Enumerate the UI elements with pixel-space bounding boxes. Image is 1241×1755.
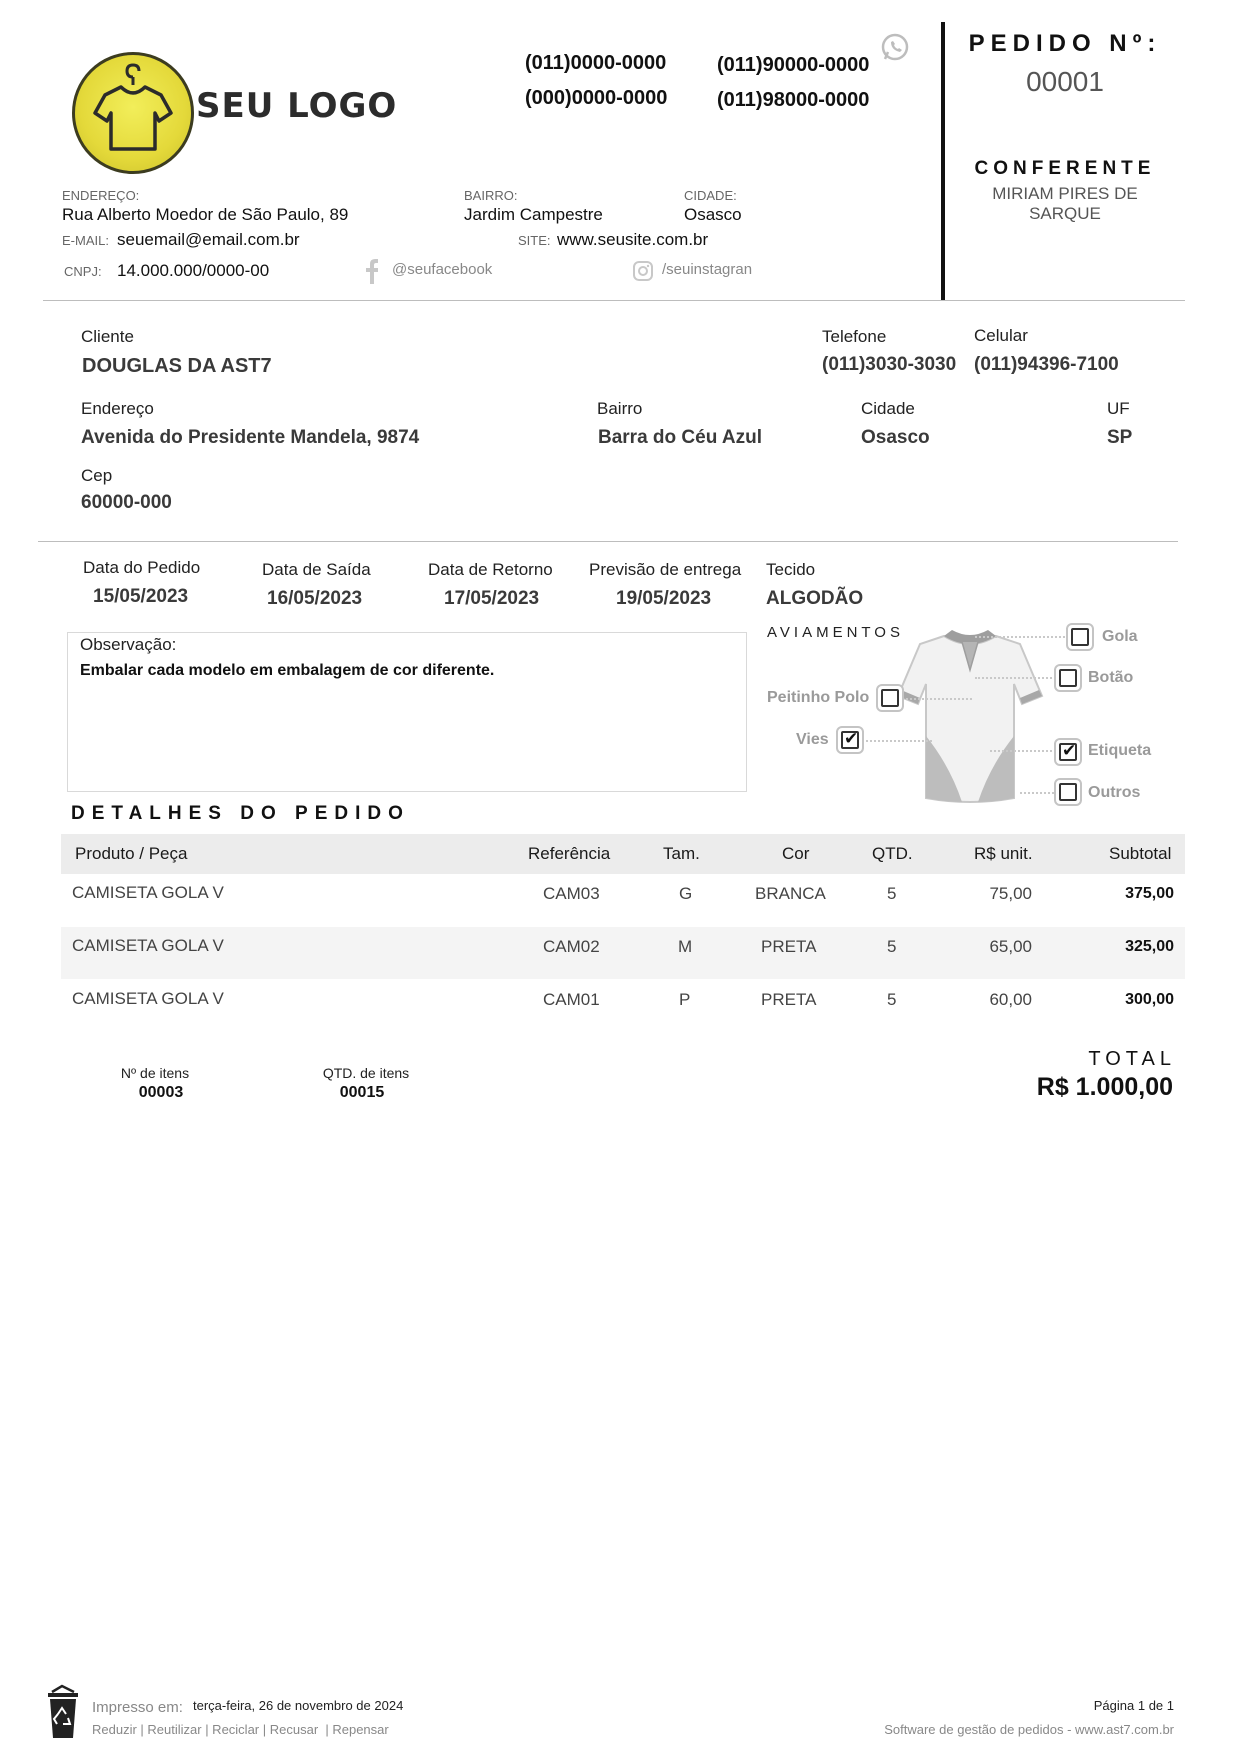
client-name-label: Cliente [81, 327, 134, 346]
company-district-label: BAIRRO: [464, 188, 518, 203]
client-city-label: Cidade [861, 399, 915, 418]
company-email-label: E-MAIL: [62, 233, 109, 248]
vies-checkbox[interactable] [836, 726, 864, 754]
order-number-label: PEDIDO Nº: [968, 30, 1162, 57]
col-ref: Referência [528, 844, 611, 863]
row-size: M [678, 937, 693, 956]
company-address-label: ENDEREÇO: [62, 188, 140, 203]
client-city: Osasco [861, 427, 930, 448]
row-color: BRANCA [755, 884, 826, 903]
company-city-label: CIDADE: [684, 188, 737, 203]
software-credit: Software de gestão de pedidos - www.ast7.com.br [884, 1722, 1174, 1737]
leader-line-outros [1020, 792, 1054, 794]
exit-date: 16/05/2023 [267, 588, 363, 609]
company-address: Rua Alberto Moedor de São Paulo, 89 [62, 205, 349, 224]
observation-text: Embalar cada modelo em embalagem de cor diferente. [80, 662, 495, 679]
row-ref: CAM02 [543, 937, 600, 956]
col-size: Tam. [663, 844, 700, 863]
logo-text: SEU LOGO [196, 86, 398, 126]
col-unit: R$ unit. [974, 844, 1033, 863]
checker-label: CONFERENTE [974, 158, 1156, 179]
row-unit: 75,00 [989, 884, 1032, 903]
order-date: 15/05/2023 [93, 586, 189, 607]
row-qty: 5 [887, 990, 897, 1009]
outros-label: Outros [1088, 784, 1141, 801]
botao-label: Botão [1088, 669, 1134, 686]
row-color: PRETA [761, 937, 817, 956]
leader-line-botao [975, 677, 1052, 679]
outros-checkbox[interactable] [1054, 778, 1082, 806]
company-instagram: /seuinstagran [662, 261, 753, 278]
etiqueta-label: Etiqueta [1088, 742, 1152, 759]
leader-line-gola [975, 636, 1065, 638]
client-separator [38, 541, 1178, 542]
peitinho-checkbox[interactable] [876, 684, 904, 712]
leader-line-etiqueta [990, 750, 1052, 752]
client-mobile-label: Celular [974, 326, 1028, 345]
leader-line-peitinho [902, 698, 972, 700]
row-product: CAMISETA GOLA V [72, 883, 224, 902]
order-date-label: Data do Pedido [83, 558, 201, 577]
row-qty: 5 [887, 937, 897, 956]
col-product: Produto / Peça [75, 844, 188, 863]
etiqueta-checkbox[interactable] [1054, 738, 1082, 766]
phone-2: (000)0000-0000 [525, 87, 668, 109]
row-subtotal: 300,00 [1125, 991, 1174, 1008]
company-email: seuemail@email.com.br [117, 230, 300, 249]
items-count: 00003 [138, 1084, 184, 1101]
col-subtotal: Subtotal [1109, 844, 1172, 863]
instagram-icon [632, 260, 654, 282]
total-value: R$ 1.000,00 [1036, 1073, 1173, 1101]
facebook-icon [364, 258, 380, 284]
phone-3: (011)90000-0000 [717, 54, 870, 76]
observation-box [67, 632, 747, 792]
company-site-label: SITE: [518, 233, 551, 248]
total-label: TOTAL [1088, 1048, 1176, 1070]
company-district: Jardim Campestre [464, 205, 603, 224]
client-zip-label: Cep [81, 466, 113, 485]
order-number: 00001 [1026, 66, 1104, 97]
client-name: DOUGLAS DA AST7 [82, 355, 272, 377]
company-facebook: @seufacebook [392, 261, 493, 278]
company-cnpj-label: CNPJ: [64, 264, 102, 279]
peitinho-label: Peitinho Polo [767, 689, 870, 706]
etiqueta-check-icon: ✔ [1062, 741, 1077, 760]
printed-date: terça-feira, 26 de novembro de 2024 [193, 1698, 404, 1713]
exit-date-label: Data de Saída [262, 560, 371, 579]
footer-slogan: Reduzir | Reutilizar | Reciclar | Recusar | Repensar [92, 1722, 389, 1737]
phone-1: (011)0000-0000 [525, 52, 667, 74]
col-qty: QTD. [872, 844, 913, 863]
items-qty: 00015 [339, 1084, 385, 1101]
client-zip: 60000-000 [81, 492, 172, 513]
gola-label: Gola [1102, 628, 1138, 645]
accessories-title: AVIAMENTOS [767, 624, 904, 641]
leader-line-vies [862, 740, 932, 742]
row-ref: CAM01 [543, 990, 600, 1009]
fabric-label: Tecido [766, 560, 816, 579]
row-product: CAMISETA GOLA V [72, 989, 224, 1008]
row-subtotal: 325,00 [1125, 938, 1174, 955]
client-state-label: UF [1107, 399, 1130, 418]
details-title: DETALHES DO PEDIDO [71, 803, 410, 824]
row-color: PRETA [761, 990, 817, 1009]
items-count-label: Nº de itens [120, 1065, 190, 1081]
row-ref: CAM03 [543, 884, 600, 903]
whatsapp-icon [880, 32, 910, 62]
row-product: CAMISETA GOLA V [72, 936, 224, 955]
delivery-date-label: Previsão de entrega [589, 560, 742, 579]
col-color: Cor [782, 844, 810, 863]
checker-name: MIRIAM PIRES DE SARQUE [992, 184, 1138, 223]
recycle-bin-icon [46, 1684, 80, 1740]
items-qty-label: QTD. de itens [322, 1065, 410, 1081]
client-district-label: Bairro [597, 399, 643, 418]
company-city: Osasco [684, 205, 742, 224]
client-address: Avenida do Presidente Mandela, 9874 [81, 427, 420, 448]
observation-label: Observação: [80, 635, 177, 654]
tshirt-hanger-icon [75, 55, 191, 171]
row-qty: 5 [887, 884, 897, 903]
row-subtotal: 375,00 [1125, 885, 1174, 902]
logo-badge [72, 52, 194, 174]
client-mobile: (011)94396-7100 [974, 354, 1119, 375]
client-district: Barra do Céu Azul [598, 427, 762, 448]
printed-label: Impresso em: [92, 1699, 183, 1716]
client-phone-label: Telefone [822, 327, 887, 346]
delivery-date: 19/05/2023 [616, 588, 712, 609]
return-date: 17/05/2023 [444, 588, 540, 609]
header-separator [43, 300, 1185, 301]
row-unit: 60,00 [989, 990, 1032, 1009]
company-cnpj: 14.000.000/0000-00 [117, 261, 270, 280]
botao-checkbox[interactable] [1054, 664, 1082, 692]
polo-shirt-icon [890, 626, 1050, 806]
page-number: Página 1 de 1 [1093, 1698, 1174, 1713]
return-date-label: Data de Retorno [428, 560, 553, 579]
client-address-label: Endereço [81, 399, 154, 418]
company-site: www.seusite.com.br [557, 230, 709, 249]
vies-check-icon: ✔ [844, 729, 859, 748]
row-size: G [679, 884, 693, 903]
fabric: ALGODÃO [766, 588, 864, 609]
vies-label: Vies [796, 731, 829, 748]
header-divider [941, 22, 945, 300]
row-unit: 65,00 [989, 937, 1032, 956]
client-phone: (011)3030-3030 [822, 354, 957, 375]
gola-checkbox[interactable] [1066, 623, 1094, 651]
row-size: P [679, 990, 691, 1009]
phone-4: (011)98000-0000 [717, 89, 870, 111]
client-state: SP [1107, 427, 1133, 448]
